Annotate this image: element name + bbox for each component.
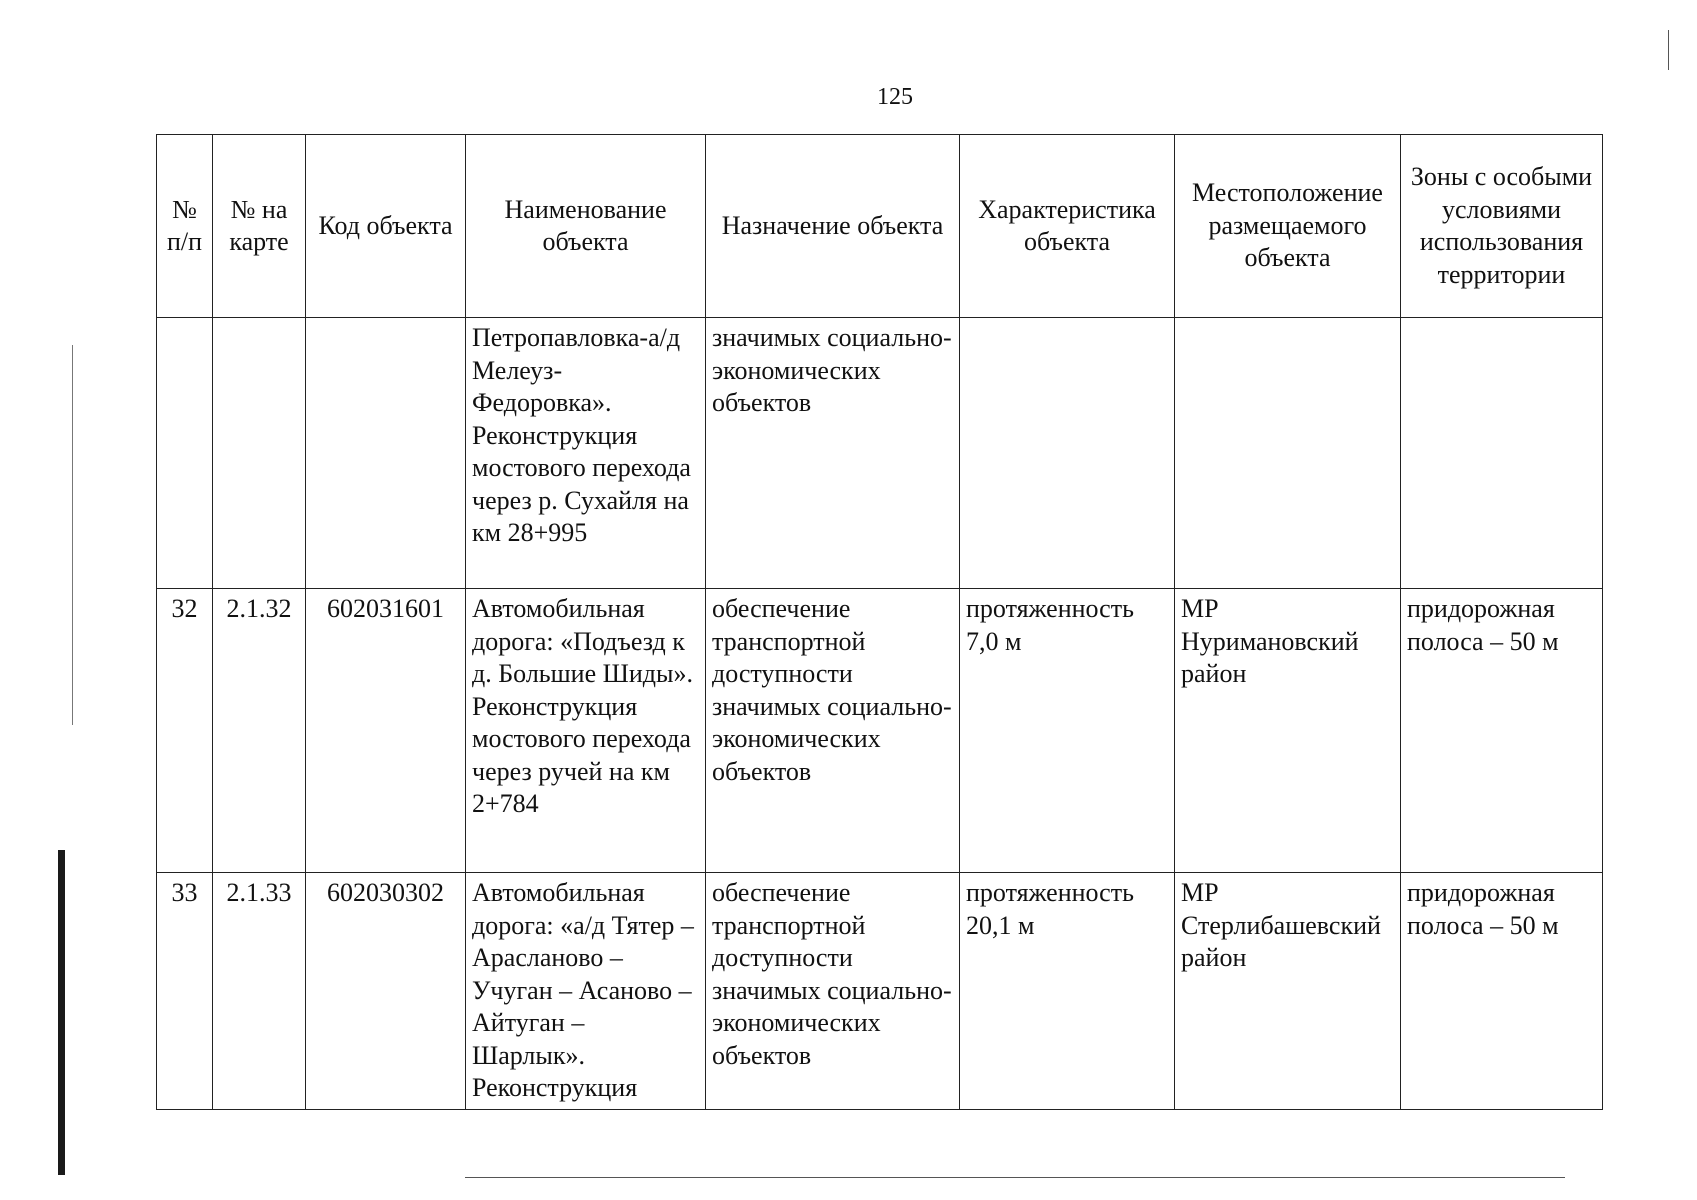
- cell-location: МР Нуримановский район: [1175, 589, 1401, 873]
- cell-code: 602031601: [306, 589, 466, 873]
- table-row: [157, 589, 1603, 873]
- cell-zones: [1401, 318, 1603, 589]
- cell-characteristic: протяженность 20,1 м: [960, 873, 1175, 1110]
- header-purpose: Назначение объекта: [706, 135, 960, 318]
- header-name: Наименование объекта: [466, 135, 706, 318]
- table-row: [157, 873, 1603, 1110]
- cell-name: Автомобильная дорога: «а/д Тятер – Арасланово – Учуган – Асаново – Айтуган – Шарлык». Реконструкция: [466, 873, 706, 1110]
- cell-map-no: 2.1.33: [213, 873, 306, 1110]
- header-num: № п/п: [157, 135, 213, 318]
- cell-code: [306, 318, 466, 589]
- header-zones: Зоны с особыми условиями использования территории: [1401, 135, 1603, 318]
- cell-characteristic: протяженность 7,0 м: [960, 589, 1175, 873]
- cell-location: [1175, 318, 1401, 589]
- cell-zones: придорожная полоса – 50 м: [1401, 589, 1603, 873]
- cell-location: МР Стерлибашевский район: [1175, 873, 1401, 1110]
- header-location: Местоположение размещаемого объекта: [1175, 135, 1401, 318]
- cell-map-no: 2.1.32: [213, 589, 306, 873]
- cell-purpose: обеспечение транспортной доступности значимых социально-экономических объектов: [706, 873, 960, 1110]
- header-code: Код объекта: [306, 135, 466, 318]
- header-row: [157, 135, 1603, 318]
- page-number: 125: [877, 84, 913, 110]
- scan-margin-bar: [58, 850, 65, 1175]
- cell-code: 602030302: [306, 873, 466, 1110]
- cell-name: Автомобильная дорога: «Подъезд к д. Большие Шиды». Реконструкция мостового перехода через ручей на км 2+784: [466, 589, 706, 873]
- scan-edge-mark: [1668, 30, 1669, 70]
- bottom-rule: [465, 1177, 1565, 1178]
- objects-table: [156, 134, 1603, 1110]
- scan-margin-line: [72, 345, 73, 725]
- cell-purpose: значимых социально-экономических объектов: [706, 318, 960, 589]
- cell-name: Петропавловка-а/д Мелеуз-Федоровка». Реконструкция мостового перехода через р. Сухайля на км 28+995: [466, 318, 706, 589]
- header-characteristic: Характеристика объекта: [960, 135, 1175, 318]
- cell-characteristic: [960, 318, 1175, 589]
- cell-num: 33: [157, 873, 213, 1110]
- table-row: [157, 318, 1603, 589]
- cell-num: [157, 318, 213, 589]
- cell-purpose: обеспечение транспортной доступности значимых социально-экономических объектов: [706, 589, 960, 873]
- cell-num: 32: [157, 589, 213, 873]
- cell-map-no: [213, 318, 306, 589]
- header-map-no: № на карте: [213, 135, 306, 318]
- cell-zones: придорожная полоса – 50 м: [1401, 873, 1603, 1110]
